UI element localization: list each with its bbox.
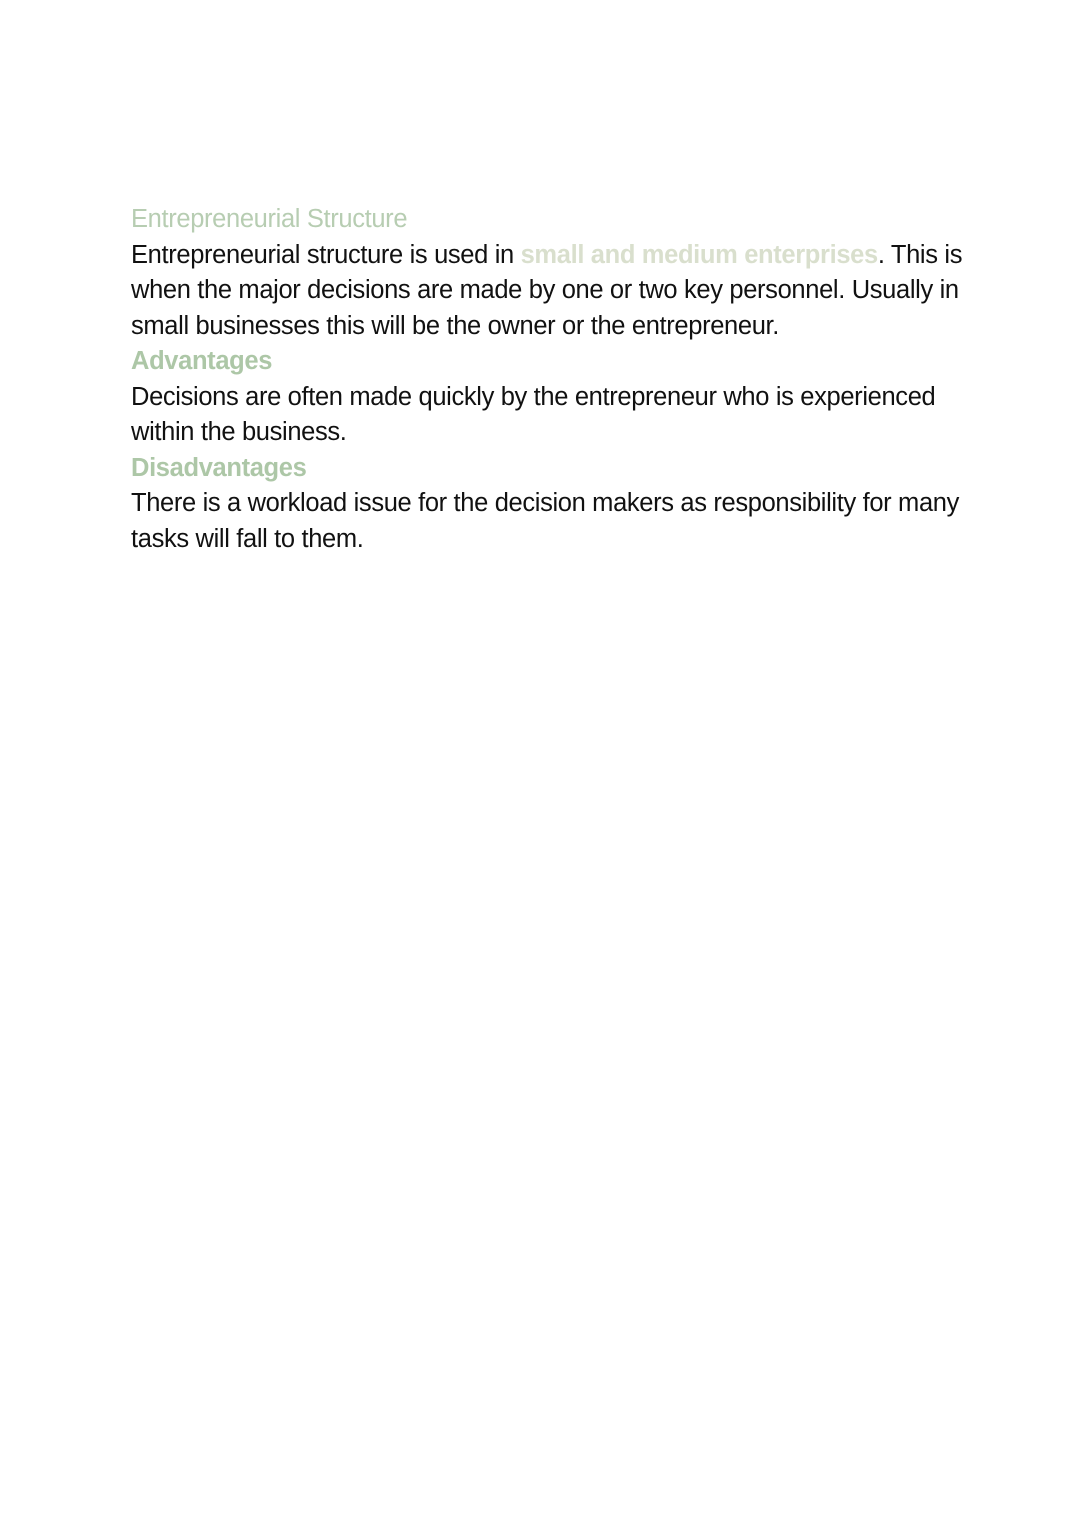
intro-text-after: . xyxy=(877,240,885,269)
intro-text-rest: This is when the major decisions are made by one or two key personnel. Usually in small businesses this will be the owner or the entrepreneur. xyxy=(131,240,963,340)
disadvantages-heading: Disadvantages xyxy=(131,453,307,482)
advantages-text: Decisions are often made quickly by the entrepreneur who is experienced within the business. xyxy=(131,382,936,446)
advantages-heading: Advantages xyxy=(131,347,273,375)
document-title: Entrepreneurial Structure xyxy=(131,205,408,233)
intro-text-before: Entrepreneurial structure is used in xyxy=(131,240,521,269)
intro-paragraph xyxy=(131,238,971,345)
intro-highlight: small and medium enterprises xyxy=(520,240,878,269)
document-page xyxy=(131,202,971,557)
disadvantages-text: There is a workload issue for the decision makers as responsibility for many tasks will fall to them. xyxy=(131,489,960,553)
